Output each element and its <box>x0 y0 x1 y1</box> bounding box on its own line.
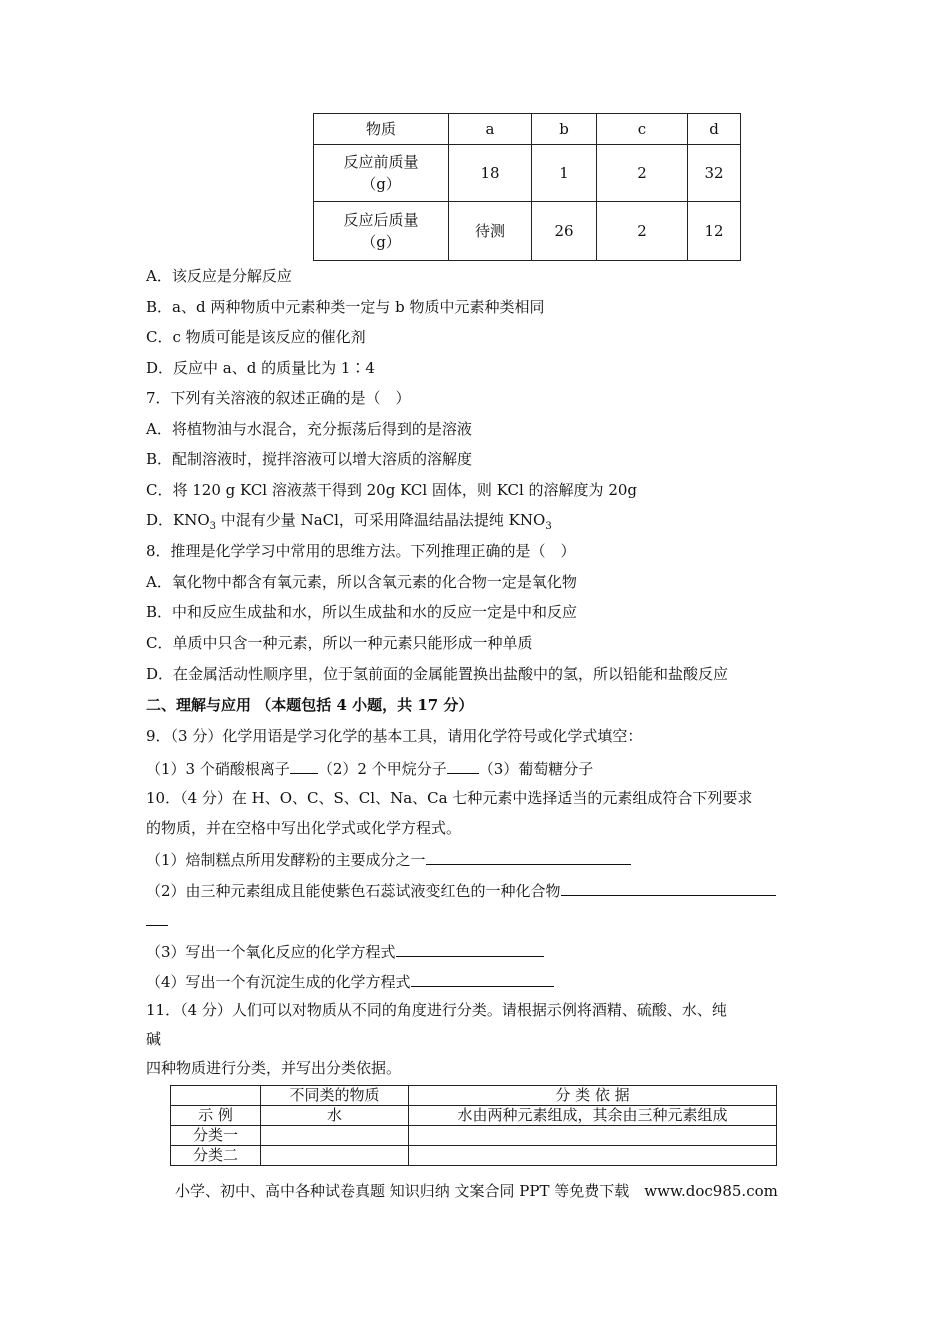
row-label-unit: （g） <box>361 175 401 193</box>
subscript: 3 <box>209 521 217 532</box>
q10-stem-line1: 10．（4 分）在 H、O、C、S、Cl、Na、Ca 七种元素中选择适当的元素组成符合下列要求 <box>146 789 753 807</box>
table-cell: 示 例 <box>171 1106 261 1126</box>
classification-table <box>170 1085 777 1166</box>
table-cell: 分类二 <box>171 1146 261 1166</box>
table-cell: 2 <box>597 202 688 261</box>
q9-part3: （3）葡萄糖分子 <box>478 760 594 778</box>
q9-part2: （2）2 个甲烷分子 <box>317 760 447 778</box>
table-cell: 12 <box>688 202 741 261</box>
answer-cell[interactable] <box>409 1146 777 1166</box>
table-row-label <box>314 145 449 202</box>
table-header-cell: b <box>532 114 597 145</box>
q6-option-c: C．c 物质可能是该反应的催化剂 <box>146 328 366 346</box>
q7-option-b: B．配制溶液时，搅拌溶液可以增大溶质的溶解度 <box>146 450 473 468</box>
answer-blank[interactable] <box>411 970 554 987</box>
table-header-cell: d <box>688 114 741 145</box>
q7-option-d-text: D．KNO <box>146 511 210 529</box>
table-cell: 水由两种元素组成，其余由三种元素组成 <box>409 1106 777 1126</box>
table-cell: 26 <box>532 202 597 261</box>
section-title: 二、理解与应用 （本题包括 4 小题，共 17 分） <box>146 696 474 714</box>
q11-stem-line2: 碱 <box>146 1030 162 1048</box>
q9-part1: （1）3 个硝酸根离子 <box>146 760 290 778</box>
table-cell: 水 <box>261 1106 409 1126</box>
table-cell: 18 <box>449 145 532 202</box>
answer-blank[interactable] <box>290 757 318 774</box>
table-cell: 1 <box>532 145 597 202</box>
table-header-cell <box>171 1086 261 1106</box>
q11-stem-line1: 11．（4 分）人们可以对物质从不同的角度进行分类。请根据示例将酒精、硫酸、水、纯 <box>146 1001 727 1019</box>
q6-option-a: A．该反应是分解反应 <box>146 267 292 285</box>
q8-stem: 8．推理是化学学习中常用的思维方法。下列推理正确的是（ ） <box>146 542 576 560</box>
mass-data-table <box>313 113 741 261</box>
table-row <box>171 1146 777 1166</box>
answer-blank[interactable] <box>447 757 479 774</box>
row-label-unit: （g） <box>361 233 401 251</box>
q7-stem: 7．下列有关溶液的叙述正确的是（ ） <box>146 389 411 407</box>
subscript: 3 <box>545 521 552 532</box>
q8-option-d: D．在金属活动性顺序里，位于氢前面的金属能置换出盐酸中的氢，所以铅能和盐酸反应 <box>146 665 729 683</box>
table-row <box>171 1106 777 1126</box>
q10-item1-text: （1）焙制糕点所用发酵粉的主要成分之一 <box>146 851 426 869</box>
table-header-cell: 分 类 依 据 <box>409 1086 777 1106</box>
table-row-label <box>314 202 449 261</box>
answer-blank[interactable] <box>396 940 544 957</box>
q10-item3-text: （3）写出一个氧化反应的化学方程式 <box>146 943 396 961</box>
q10-item4 <box>146 970 554 992</box>
table-row <box>314 202 741 261</box>
q9-stem: 9．（3 分）化学用语是学习化学的基本工具，请用化学符号或化学式填空： <box>146 727 643 745</box>
page-footer: 小学、初中、高中各种试卷真题 知识归纳 文案合同 PPT 等免费下载 www.doc985.com <box>175 1182 778 1200</box>
q10-item2-continuation <box>146 909 168 931</box>
row-label-line: 反应前质量 <box>343 153 419 171</box>
q7-option-d <box>146 510 552 530</box>
q6-option-b: B．a、d 两种物质中元素种类一定与 b 物质中元素种类相同 <box>146 298 545 316</box>
table-row <box>314 145 741 202</box>
q6-option-d: D．反应中 a、d 的质量比为 1∶4 <box>146 359 375 377</box>
row-label-line: 反应后质量 <box>343 211 419 229</box>
q8-option-a: A．氧化物中都含有氧元素，所以含氧元素的化合物一定是氧化物 <box>146 573 577 591</box>
table-header-cell: a <box>449 114 532 145</box>
q7-option-c: C．将 120 g KCl 溶液蒸干得到 20g KCl 固体，则 KCl 的溶解度为 20g <box>146 481 638 499</box>
table-header-cell: 物质 <box>314 114 449 145</box>
q10-item4-text: （4）写出一个有沉淀生成的化学方程式 <box>146 973 411 991</box>
q10-item3 <box>146 940 544 962</box>
table-header-cell: c <box>597 114 688 145</box>
table-header-row <box>314 114 741 145</box>
q8-option-c: C．单质中只含一种元素，所以一种元素只能形成一种单质 <box>146 634 533 652</box>
answer-cell[interactable] <box>261 1126 409 1146</box>
answer-cell[interactable] <box>261 1146 409 1166</box>
q7-option-d-text: 中混有少量 NaCl，可采用降温结晶法提纯 KNO <box>216 511 546 529</box>
q10-item1 <box>146 848 631 870</box>
q9-parts <box>146 757 593 779</box>
answer-blank[interactable] <box>426 848 631 865</box>
q8-option-b: B．中和反应生成盐和水，所以生成盐和水的反应一定是中和反应 <box>146 603 578 621</box>
q11-stem-line3: 四种物质进行分类，并写出分类依据。 <box>146 1059 402 1077</box>
table-header-cell: 不同类的物质 <box>261 1086 409 1106</box>
table-header-row <box>171 1086 777 1106</box>
answer-blank[interactable] <box>561 879 776 896</box>
table-cell: 分类一 <box>171 1126 261 1146</box>
q10-item2-text: （2）由三种元素组成且能使紫色石蕊试液变红色的一种化合物 <box>146 882 561 900</box>
q10-item2 <box>146 879 776 901</box>
answer-blank[interactable] <box>146 909 168 926</box>
q7-option-a: A．将植物油与水混合，充分振荡后得到的是溶液 <box>146 420 472 438</box>
table-cell: 2 <box>597 145 688 202</box>
table-cell: 待测 <box>449 202 532 261</box>
table-cell: 32 <box>688 145 741 202</box>
table-row <box>171 1126 777 1146</box>
answer-cell[interactable] <box>409 1126 777 1146</box>
q10-stem-line2: 的物质，并在空格中写出化学式或化学方程式。 <box>146 819 462 837</box>
